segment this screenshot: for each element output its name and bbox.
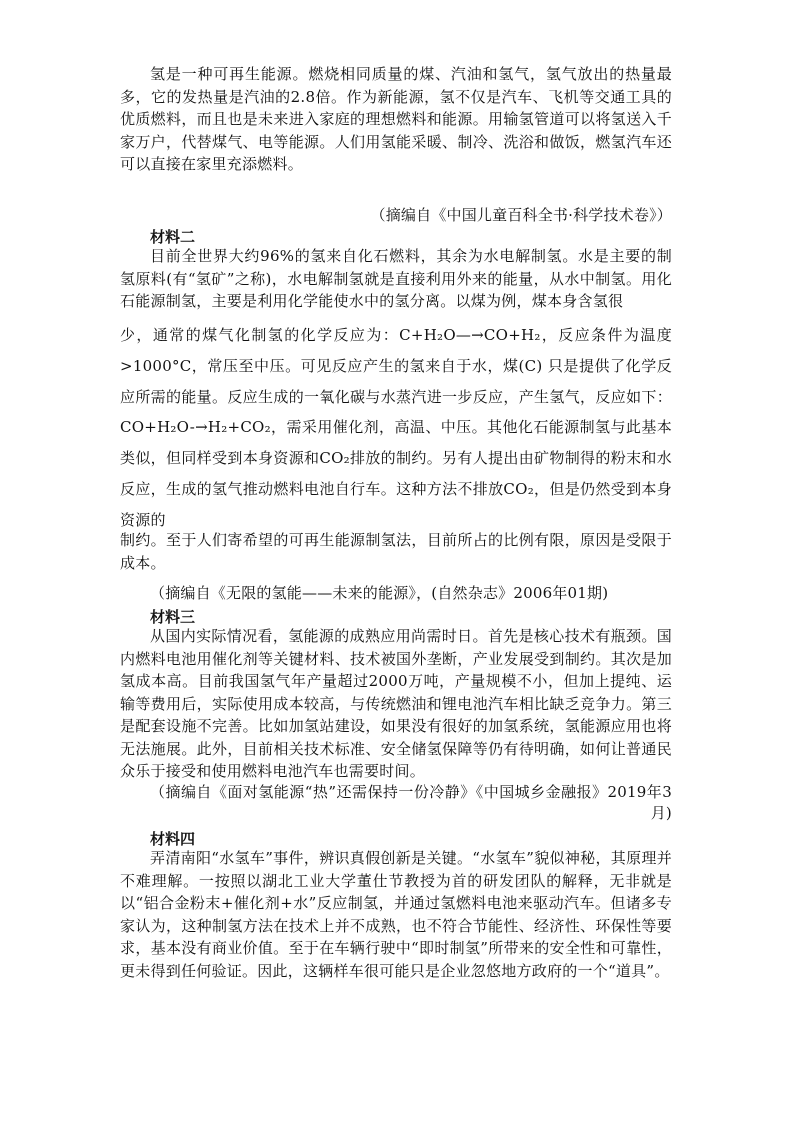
source-material-two: （摘编自《无限的氢能——未来的能源》，(自然杂志》2006年01期)	[150, 584, 609, 602]
paragraph-material-one: 氢是一种可再生能源。燃烧相同质量的煤、汽油和氢气，氢气放出的热量最多，它的发热量是汽油的2.8倍。作为新能源，氢不仅是汽车、飞机等交通工具的优质燃料，而且也是未来进入家庭的理想燃料和能源。用输氢管道可以将氢送入千家万户，代替煤气、电等能源。人们用氢能采暖、制冷、洗浴和做饭，燃氢汽车还可以直接在家里充添燃料。	[120, 65, 672, 173]
heading-material-two: 材料二	[150, 228, 196, 246]
paragraph-material-two-part-b: 少，通常的煤气化制氢的化学反应为：C+H₂O—→CO+H₂，反应条件为温度>1000°C，常压至中压。可见反应产生的氢来自于水，煤(C) 只是提供了化学反应所需的能量。反应生成的一氧化碳与水蒸汽进一步反应，产生氢气，反应如下：CO+H₂O-→H₂+CO₂，需采用催化剂，高温、中压。其他化石能源制氢与此基本类似，但同样受到本身资源和CO₂排放的制约。另有人提出由矿物制得的粉末和水反应，生成的氢气推动燃料电池自行车。这种方法不排放CO₂，但是仍然受到本身资源的	[120, 326, 672, 529]
paragraph-material-two-part-c: 制约。至于人们寄希望的可再生能源制氢法，目前所占的比例有限，原因是受限于成本。	[120, 531, 672, 572]
paragraph-material-two-part-a: 目前全世界大约96%的氢来自化石燃料，其余为水电解制氢。水是主要的制氢原料(有“氢矿”之称)，水电解制氢就是直接利用外来的能量，从水中制氢。用化石能源制氢，主要是利用化学能使水中的氢分离。以煤为例，煤本身含氢很	[120, 247, 672, 310]
heading-material-four: 材料四	[150, 830, 196, 848]
paragraph-material-four: 弄清南阳“水氢车”事件，辨识真假创新是关键。“水氢车”貌似神秘，其原理并不难理解。一按照以湖北工业大学董仕节教授为首的研发团队的解释，无非就是以“铝合金粉末+催化剂+水”反应制氢，并通过氢燃料电池来驱动汽车。但诸多专家认为，这种制氢方法在技术上并不成熟，也不符合节能性、经济性、环保性等要求，基本没有商业价值。至于在车辆行驶中“即时制氢”所带来的安全性和可靠性，更未得到任何验证。因此，这辆样车很可能只是企业忽悠地方政府的一个“道具”。	[120, 849, 672, 980]
heading-material-three: 材料三	[150, 608, 196, 626]
paragraph-material-three: 从国内实际情况看，氢能源的成熟应用尚需时日。首先是核心技术有瓶颈。国内燃料电池用催化剂等关键材料、技术被国外垄断，产业发展受到制约。其次是加氢成本高。目前我国氢气年产量超过2000万吨，产量规模不小，但加上提纯、运输等费用后，实际使用成本较高，与传统燃油和锂电池汽车相比缺乏竞争力。第三是配套设施不完善。比如加氢站建设，如果没有很好的加氢系统，氢能源应用也将无法施展。此外，目前相关技术标准、安全储氢保障等仍有待明确，如何让普通民众乐于接受和使用燃料电池汽车也需要时间。	[120, 627, 672, 780]
source-material-one: （摘编自《中国儿童百科全书·科学技术卷》）	[370, 206, 672, 224]
source-material-three: （摘编自《面对氢能源“热”还需保持一份冷静》《中国城乡金融报》2019年3月)	[150, 783, 672, 822]
